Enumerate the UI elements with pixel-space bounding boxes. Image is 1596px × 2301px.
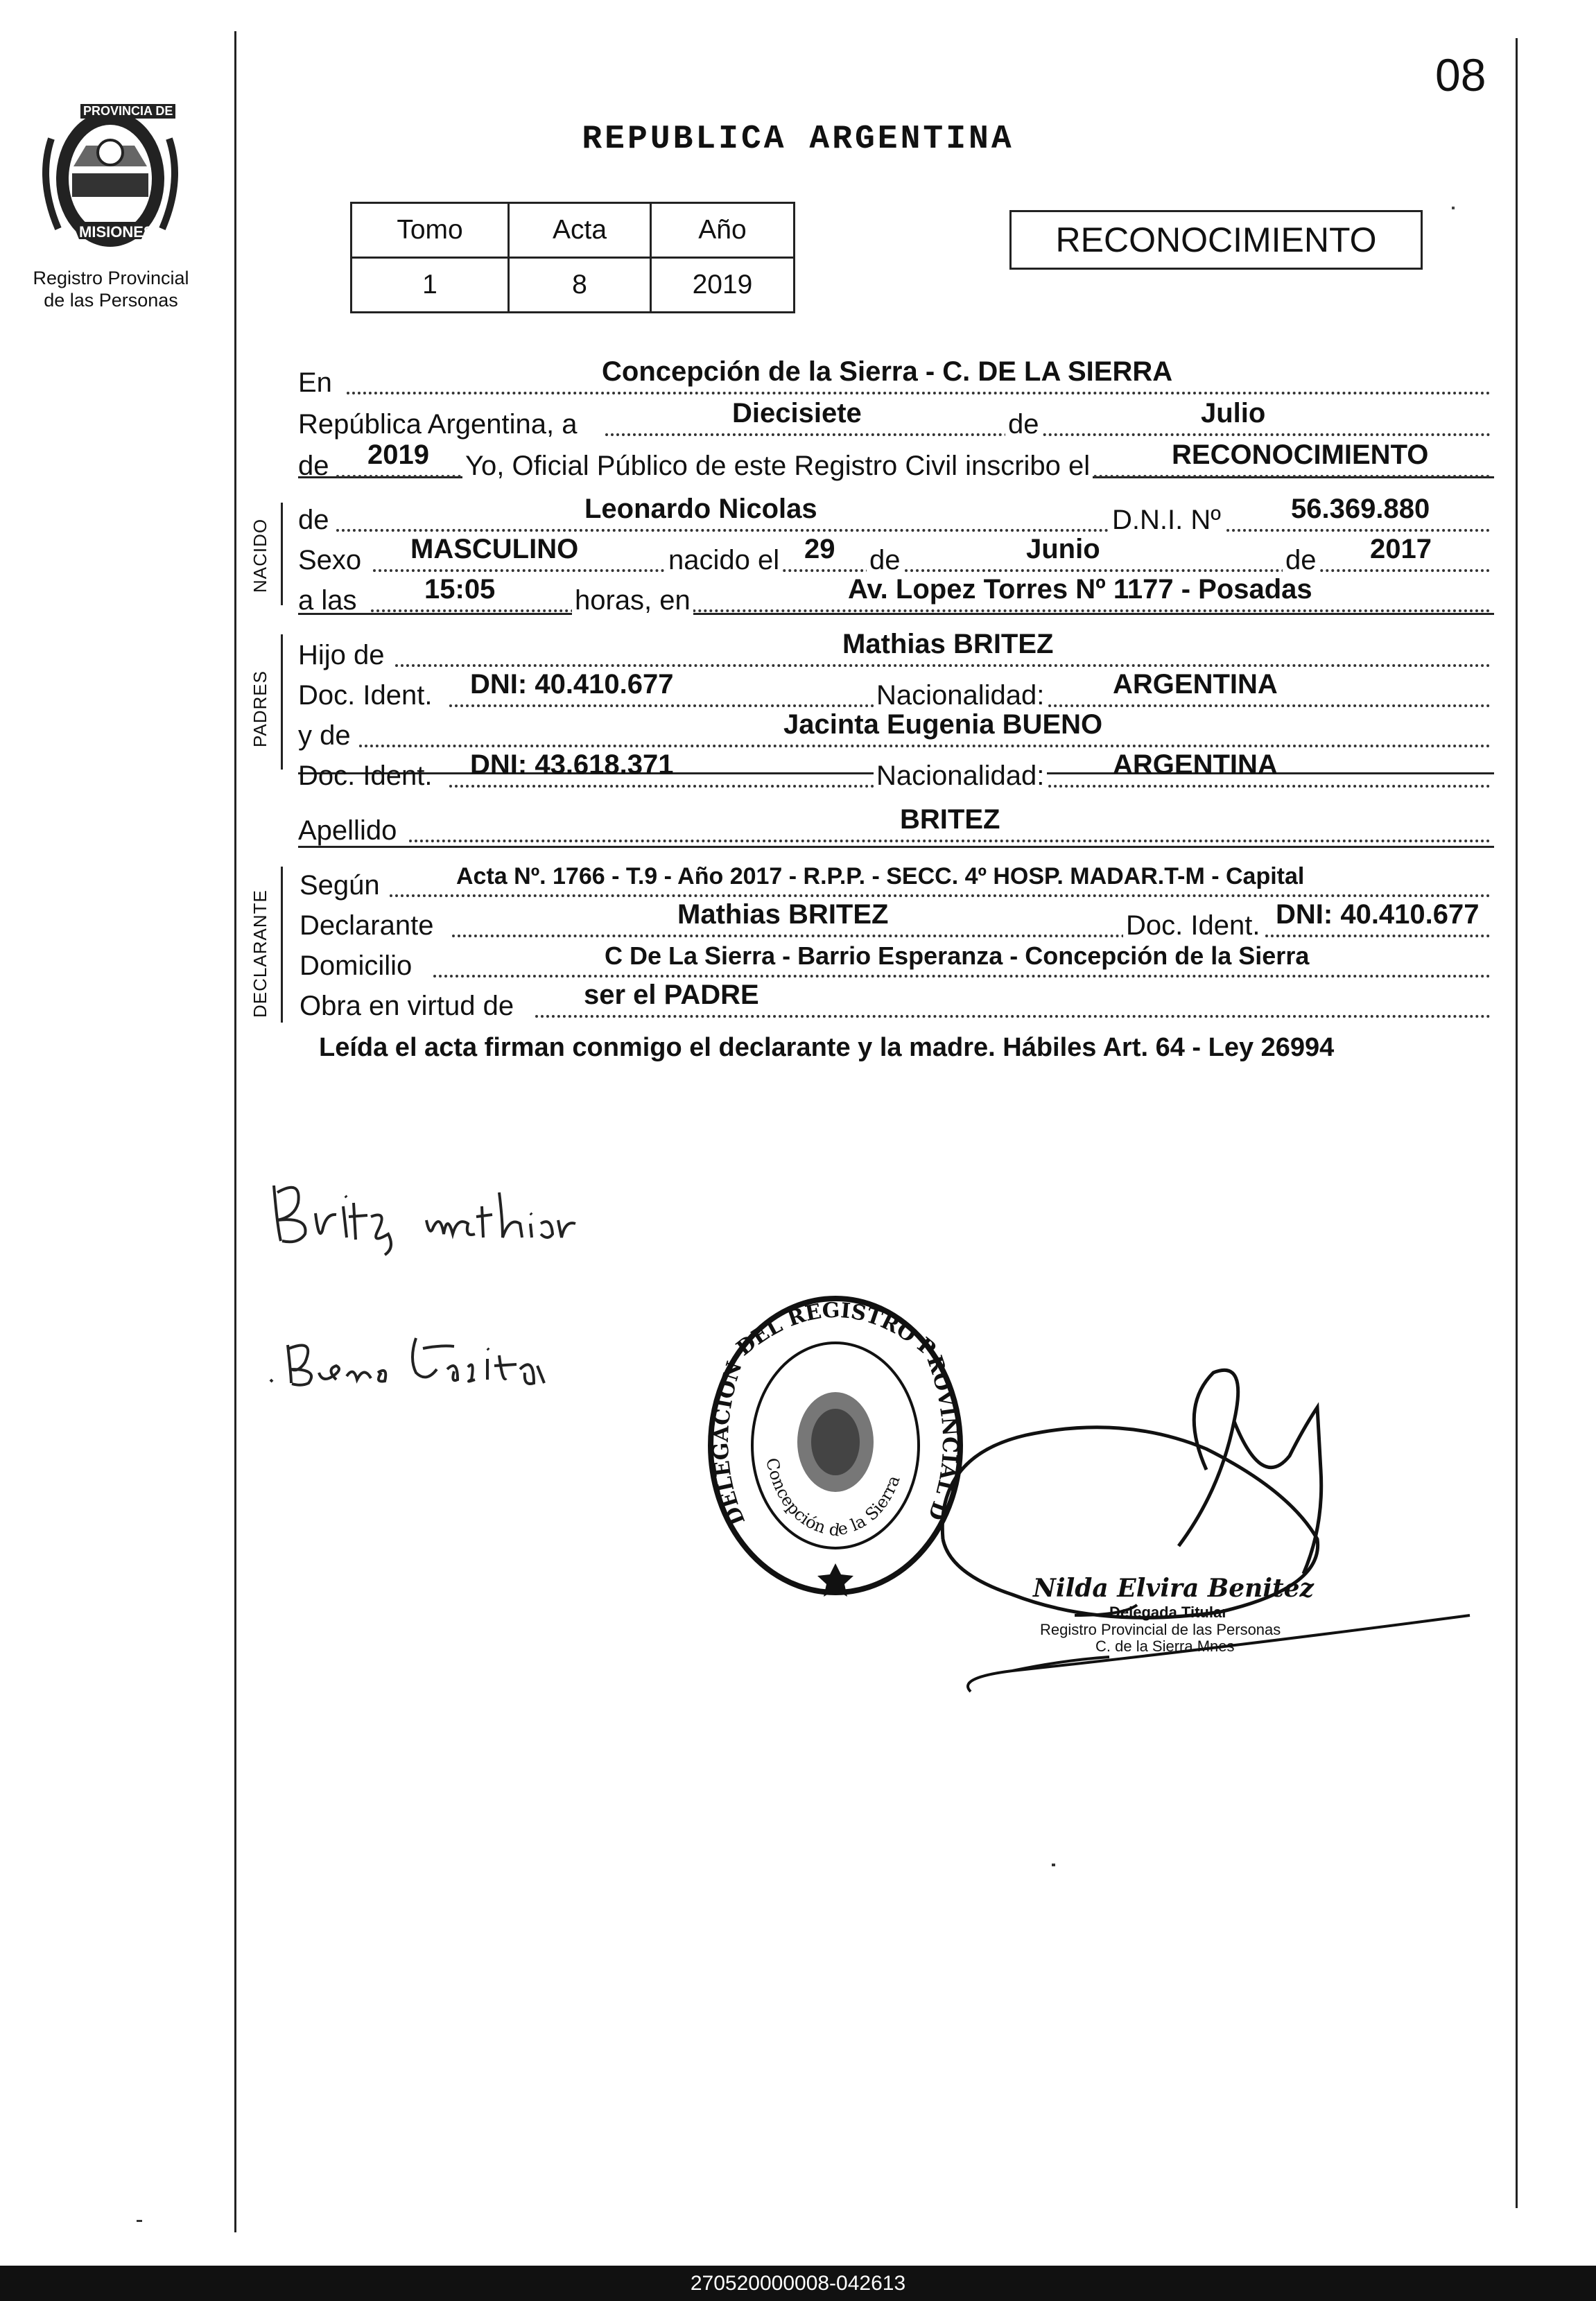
official-stamp [694, 1274, 967, 1598]
closing-statement: Leída el acta firman conmigo el declarante y la madre. Hábiles Art. 64 - Ley 26994 [319, 1033, 1335, 1062]
stamp-ring-text: DELEGACION DEL REGISTRO PROVINCIAL DE LAS PERSONAS [694, 1274, 962, 1529]
value-nombre: Leonardo Nicolas [584, 494, 817, 524]
value-madre-nac: ARGENTINA [1113, 749, 1278, 780]
acta-table [350, 202, 795, 313]
label-apellido: Apellido [298, 815, 397, 846]
label-obra: Obra en virtud de [300, 991, 514, 1021]
value-mes-nac: Junio [1026, 534, 1100, 564]
label-horas-en: horas, en [572, 585, 693, 616]
footer-document-code: 270520000008-042613 [0, 2266, 1596, 2301]
value-declarante-doc: DNI: 40.410.677 [1276, 899, 1480, 930]
official-name: Nilda Elvira Benitez [1033, 1574, 1314, 1603]
value-segun: Acta Nº. 1766 - T.9 - Año 2017 - R.P.P. - SECC. 4º HOSP. MADAR.T-M - Capital [456, 863, 1305, 889]
declarante-bar [281, 867, 283, 1023]
signature-declarante-icon [267, 1165, 600, 1255]
value-sexo: MASCULINO [410, 534, 579, 564]
section-label-padres: PADRES [250, 670, 270, 747]
logo-text-bottom: MISIONES [79, 223, 154, 241]
label-doc-ident-1: Doc. Ident. [298, 680, 433, 711]
value-padre-doc: DNI: 40.410.677 [470, 669, 674, 700]
row-hora-lugar [298, 576, 1491, 618]
value-anio-nac: 2017 [1370, 534, 1432, 564]
registry-line-1: Registro Provincial [33, 268, 189, 288]
acta-value-anio: 2019 [651, 258, 795, 313]
row-nacimiento [298, 536, 1491, 578]
value-domicilio: C De La Sierra - Barrio Esperanza - Concepción de la Sierra [605, 941, 1310, 970]
row-acto [298, 442, 1491, 483]
left-margin-line [234, 31, 236, 2232]
row-madre [298, 711, 1491, 753]
row-fecha [298, 400, 1491, 442]
value-obra: ser el PADRE [584, 980, 759, 1010]
label-y-de: y de [298, 720, 351, 751]
label-de-anio-nac: de [1283, 545, 1319, 576]
official-signature [929, 1366, 1484, 1712]
value-mes: Julio [1201, 398, 1266, 428]
label-nacido-el: nacido el [666, 545, 782, 576]
value-acto: RECONOCIMIENTO [1172, 440, 1429, 470]
label-domicilio: Domicilio [300, 950, 413, 981]
value-padre: Mathias BRITEZ [842, 629, 1054, 659]
label-yo-oficial: Yo, Oficial Público de este Registro Civil inscribo el [462, 451, 1093, 482]
acta-header-acta: Acta [509, 203, 651, 258]
registry-line-2: de las Personas [44, 290, 178, 311]
value-lugar-nac: Av. Lopez Torres Nº 1177 - Posadas [848, 574, 1312, 605]
row-obra [298, 982, 1491, 1023]
acta-value-acta: 8 [509, 258, 651, 313]
padres-bar [281, 634, 283, 770]
label-de-mes-nac: de [867, 545, 903, 576]
label-de-anio: de [298, 451, 329, 481]
label-a-las: a las [298, 585, 357, 616]
value-lugar: Concepción de la Sierra - C. DE LA SIERRA [602, 356, 1173, 387]
label-doc-ident-decl: Doc. Ident. [1123, 910, 1263, 941]
value-anio: 2019 [367, 440, 429, 470]
label-hijo-de: Hijo de [298, 640, 385, 670]
right-margin-line [1516, 38, 1518, 2208]
stamp-icon [694, 1274, 967, 1598]
page-number: 08 [1435, 49, 1486, 101]
value-declarante: Mathias BRITEZ [677, 899, 889, 930]
signature-madre [267, 1317, 572, 1393]
official-role: Delegada Titular [1109, 1604, 1228, 1621]
value-padre-nac: ARGENTINA [1113, 669, 1278, 700]
value-dni: 56.369.880 [1291, 494, 1430, 524]
stamp-inner-text: Concepción de la Sierra [762, 1456, 904, 1540]
acta-header-tomo: Tomo [352, 203, 509, 258]
row-madre-doc [298, 749, 1491, 793]
label-doc-ident-2: Doc. Ident. [298, 761, 433, 791]
row-apellido [298, 806, 1491, 848]
official-signature-icon [929, 1366, 1484, 1712]
logo-text-top: PROVINCIA DE [80, 104, 175, 119]
label-dni: D.N.I. Nº [1109, 505, 1224, 536]
label-sexo: Sexo [298, 545, 362, 575]
stray-mark [1452, 207, 1455, 209]
label-segun: Según [300, 870, 380, 901]
row-declarante [298, 901, 1491, 943]
value-dia: Diecisiete [732, 398, 862, 428]
acta-header-anio: Año [651, 203, 795, 258]
row-padre-doc [298, 671, 1491, 713]
label-nacionalidad-2: Nacionalidad: [874, 761, 1047, 792]
stray-dot-2 [137, 2220, 142, 2222]
signature-declarante [267, 1165, 600, 1255]
value-dia-nac: 29 [804, 534, 835, 564]
official-location: C. de la Sierra Mnes [1095, 1638, 1235, 1655]
stray-dot-1 [1052, 1864, 1055, 1866]
label-en: En [298, 367, 332, 398]
row-lugar [298, 358, 1491, 400]
row-segun [298, 861, 1491, 903]
registry-name [7, 267, 215, 311]
value-hora: 15:05 [424, 574, 496, 605]
official-office: Registro Provincial de las Personas [1040, 1621, 1281, 1638]
label-nacionalidad-1: Nacionalidad: [874, 680, 1047, 711]
country-title: REPUBLICA ARGENTINA [582, 121, 1014, 158]
nacido-bar [281, 503, 283, 605]
section-label-declarante: DECLARANTE [250, 889, 270, 1018]
row-padre [298, 631, 1491, 672]
signature-madre-icon [267, 1317, 572, 1393]
label-de-mes: de [1005, 409, 1042, 440]
value-apellido: BRITEZ [900, 804, 1000, 835]
value-madre-doc: DNI: 43.618.371 [470, 749, 674, 780]
label-de-nombre: de [298, 505, 329, 535]
label-republica: República Argentina, a [298, 409, 578, 440]
row-nombre [298, 496, 1491, 537]
section-label-nacido: NACIDO [250, 518, 270, 593]
label-declarante: Declarante [300, 910, 434, 941]
record-type-box: RECONOCIMIENTO [1009, 210, 1423, 270]
value-madre: Jacinta Eugenia BUENO [783, 709, 1103, 740]
row-domicilio [298, 941, 1491, 983]
acta-value-tomo: 1 [352, 258, 509, 313]
